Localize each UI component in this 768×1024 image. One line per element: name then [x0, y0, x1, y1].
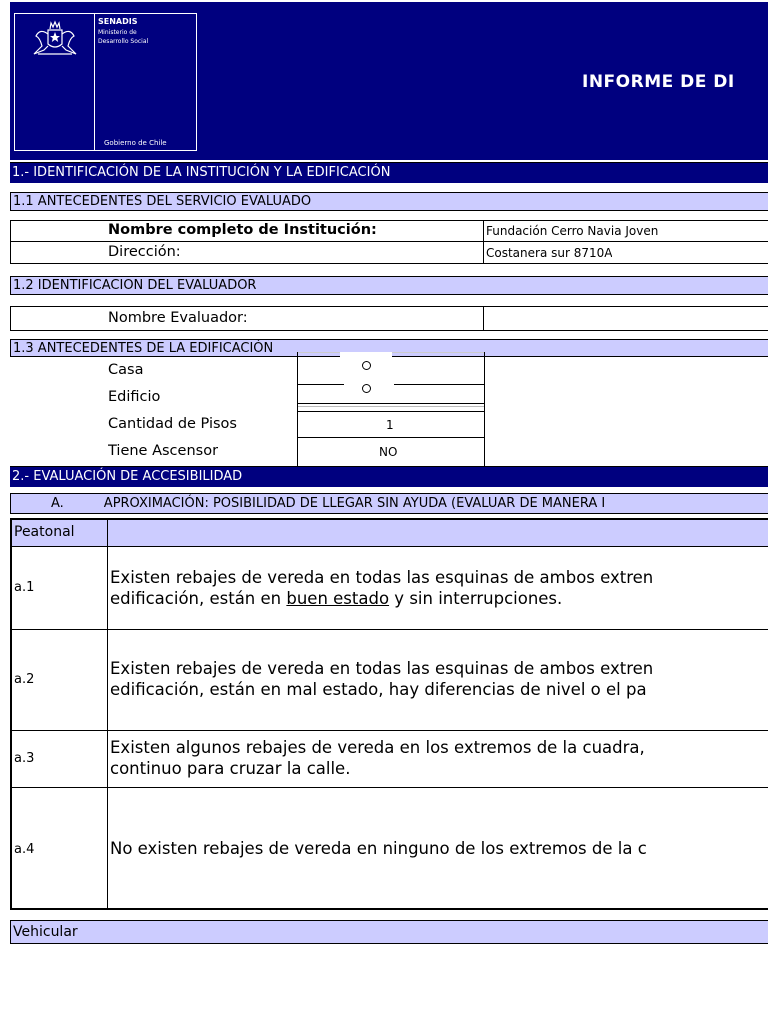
section-2-title: 2.- EVALUACIÓN DE ACCESIBILIDAD — [10, 466, 768, 487]
casa-radio[interactable] — [362, 361, 371, 370]
subsection-a-title: APROXIMACIÓN: POSIBILIDAD DE LLEGAR SIN AYUDA (EVALUAR DE MANERA I — [103, 496, 606, 511]
subsection-1-1-title: 1.1 ANTECEDENTES DEL SERVICIO EVALUADO — [10, 192, 768, 211]
logo-ministry-line2: Desarrollo Social — [98, 38, 149, 45]
peatonal-divider — [107, 520, 108, 547]
subsection-a-letter: A. — [51, 496, 64, 511]
edificio-label: Edificio — [108, 389, 161, 405]
radio-row-divider-3 — [298, 406, 484, 407]
pisos-label: Cantidad de Pisos — [108, 416, 237, 432]
table-row[interactable] — [12, 547, 768, 630]
institution-value: Fundación Cerro Navia Joven — [486, 224, 659, 238]
evaluation-table — [10, 518, 768, 910]
logo-divider — [94, 13, 95, 151]
row-description: Existen rebajes de vereda en todas las esquinas de ambos extren edificación, están en buen estado y sin interrupciones. — [110, 568, 654, 608]
vehicular-header-row: Vehicular — [10, 920, 768, 944]
chile-coat-of-arms-icon — [32, 20, 78, 56]
peatonal-header-row — [12, 520, 768, 547]
subsection-1-2-title: 1.2 IDENTIFICACION DEL EVALUADOR — [10, 276, 768, 295]
row-description: Existen rebajes de vereda en todas las esquinas de ambos extren edificación, están en mal estado, hay diferencias de nivel o el pa — [110, 659, 654, 699]
logo-org-name: SENADIS — [98, 18, 138, 26]
subsection-a-bar — [10, 493, 768, 514]
peatonal-label: Peatonal — [14, 524, 75, 540]
edificio-radio[interactable] — [362, 384, 371, 393]
casa-label: Casa — [108, 362, 144, 378]
logo-government: Gobierno de Chile — [104, 139, 167, 147]
address-label: Dirección: — [108, 244, 181, 260]
row-description: No existen rebajes de vereda en ninguno de los extremos de la c — [110, 839, 647, 858]
address-label-cell — [10, 241, 484, 264]
table-row[interactable] — [12, 788, 768, 910]
row-code: a.3 — [14, 751, 35, 766]
address-value: Costanera sur 8710A — [486, 246, 613, 260]
report-title: INFORME DE DI — [582, 72, 735, 92]
row-description: Existen algunos rebajes de vereda en los extremos de la cuadra, continuo para cruzar la calle. — [110, 738, 645, 778]
radio-row-divider-2 — [298, 403, 484, 404]
ascensor-label: Tiene Ascensor — [108, 443, 219, 459]
section-1-title: 1.- IDENTIFICACIÓN DE LA INSTITUCIÓN Y LA EDIFICACIÓN — [10, 162, 768, 183]
table-row[interactable] — [12, 731, 768, 788]
subsection-1-3-title: 1.3 ANTECEDENTES DE LA EDIFICACIÓN — [10, 339, 768, 357]
table-row[interactable] — [12, 630, 768, 731]
evaluator-value-cell[interactable] — [483, 306, 768, 331]
row-code: a.4 — [14, 842, 35, 857]
logo-ministry-line1: Ministerio de — [98, 29, 137, 36]
row-code: a.1 — [14, 580, 35, 595]
evaluator-label: Nombre Evaluador: — [108, 310, 248, 326]
row-code: a.2 — [14, 672, 35, 687]
ascensor-value: NO — [379, 445, 398, 459]
institution-label: Nombre completo de Institución: — [108, 222, 377, 238]
pisos-value: 1 — [386, 418, 394, 432]
